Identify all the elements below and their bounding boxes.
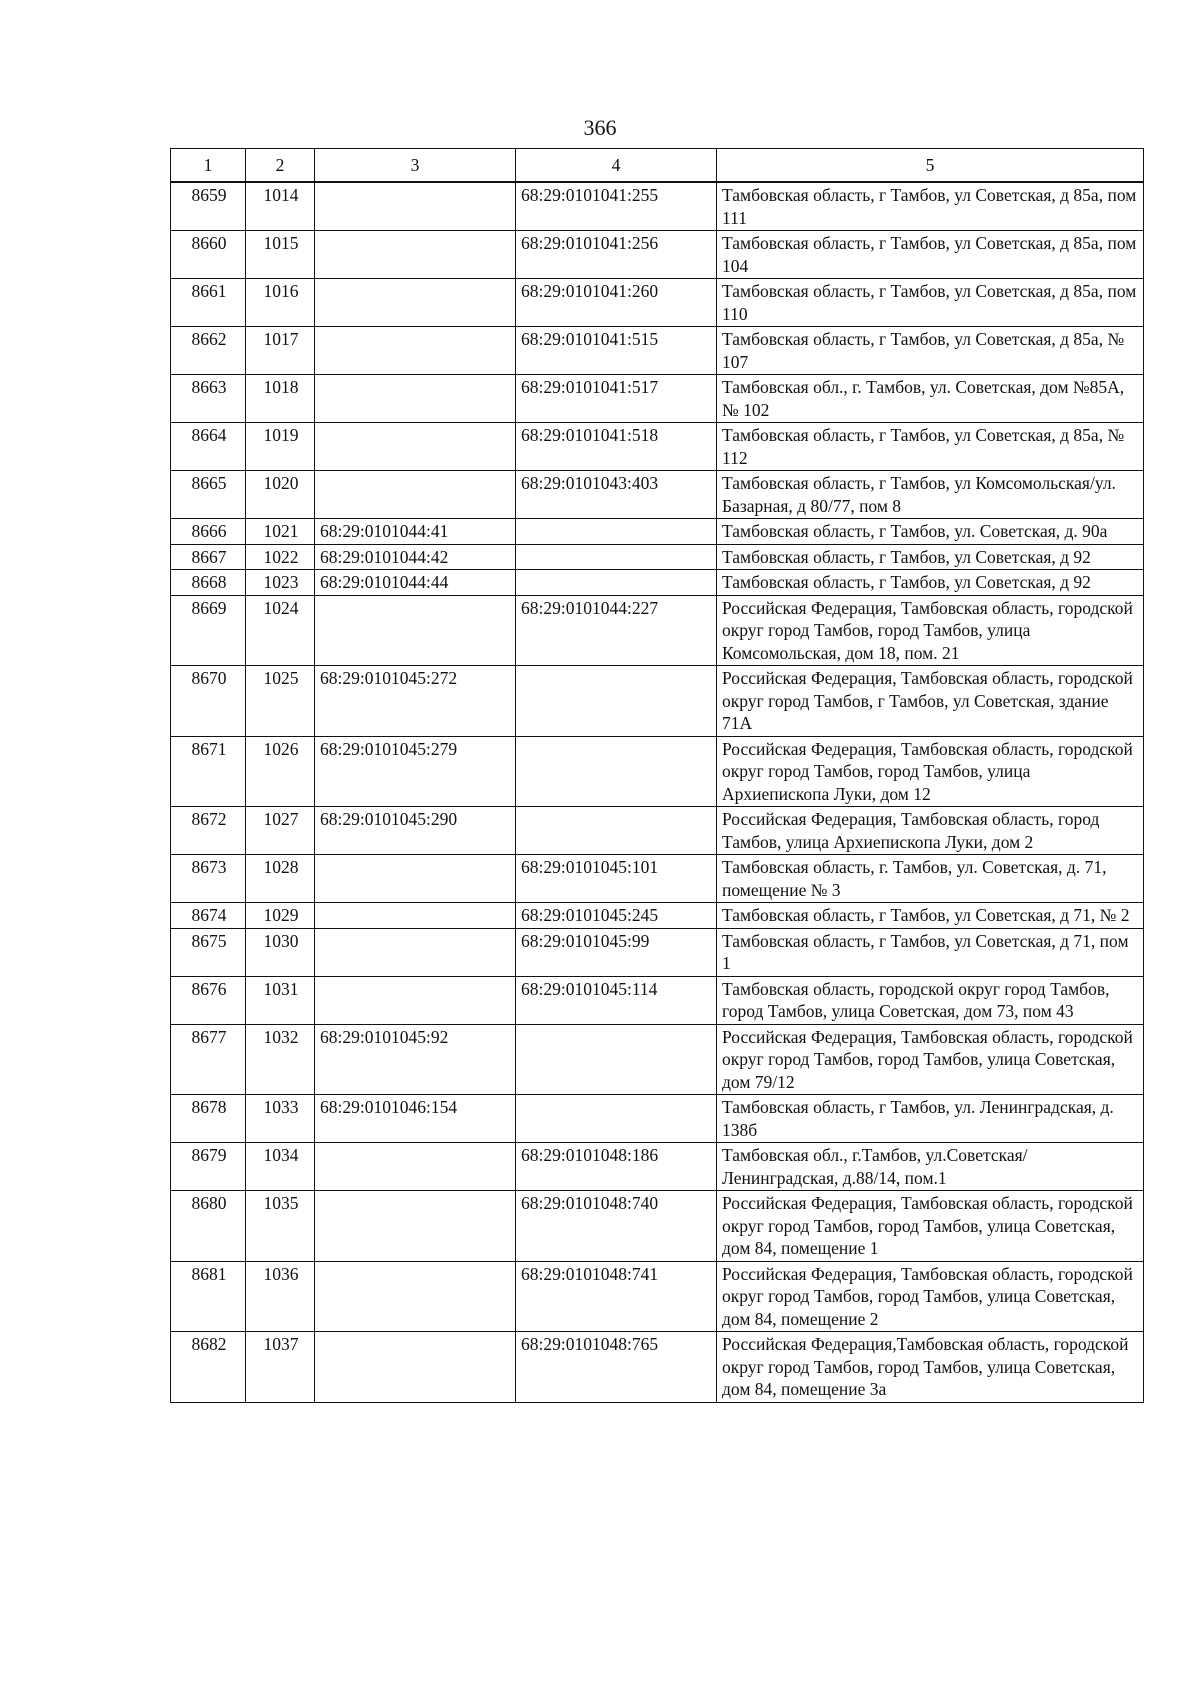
row-number-cell: 8677 <box>171 1024 246 1095</box>
table-row <box>171 375 1144 423</box>
land-cadastral-cell <box>315 595 516 666</box>
row-index-cell: 1025 <box>246 666 315 737</box>
column-header-2: 2 <box>246 149 315 183</box>
row-index-cell: 1024 <box>246 595 315 666</box>
registry-table <box>170 148 1144 1403</box>
row-number-cell: 8672 <box>171 807 246 855</box>
table-row <box>171 903 1144 929</box>
object-cadastral-cell <box>516 807 717 855</box>
address-cell: Тамбовская область, г Тамбов, ул Комсомольская/ул. Базарная, д 80/77, пом 8 <box>717 471 1144 519</box>
row-index-cell: 1014 <box>246 182 315 231</box>
land-cadastral-cell: 68:29:0101045:272 <box>315 666 516 737</box>
row-index-cell: 1034 <box>246 1143 315 1191</box>
address-cell: Тамбовская область, городской округ город Тамбов, город Тамбов, улица Советская, дом 73, пом 43 <box>717 976 1144 1024</box>
address-cell: Тамбовская область, г Тамбов, ул. Советская, д. 90а <box>717 519 1144 545</box>
object-cadastral-cell <box>516 1024 717 1095</box>
object-cadastral-cell: 68:29:0101041:518 <box>516 423 717 471</box>
row-index-cell: 1028 <box>246 855 315 903</box>
row-index-cell: 1033 <box>246 1095 315 1143</box>
page-number: 366 <box>583 115 617 140</box>
object-cadastral-cell: 68:29:0101045:245 <box>516 903 717 929</box>
table-row <box>171 1095 1144 1143</box>
row-number-cell: 8660 <box>171 231 246 279</box>
land-cadastral-cell: 68:29:0101044:41 <box>315 519 516 545</box>
row-index-cell: 1015 <box>246 231 315 279</box>
address-cell: Российская Федерация, Тамбовская область, городской округ город Тамбов, город Тамбов, улица Комсомольская, дом 18, пом. 21 <box>717 595 1144 666</box>
land-cadastral-cell <box>315 327 516 375</box>
object-cadastral-cell: 68:29:0101041:515 <box>516 327 717 375</box>
object-cadastral-cell: 68:29:0101041:256 <box>516 231 717 279</box>
row-number-cell: 8680 <box>171 1191 246 1262</box>
column-header-3: 3 <box>315 149 516 183</box>
row-number-cell: 8670 <box>171 666 246 737</box>
land-cadastral-cell: 68:29:0101046:154 <box>315 1095 516 1143</box>
row-index-cell: 1037 <box>246 1332 315 1403</box>
table-row <box>171 928 1144 976</box>
address-cell: Российская Федерация, Тамбовская область, городской округ город Тамбов, город Тамбов, улица Архиепископа Луки, дом 12 <box>717 736 1144 807</box>
object-cadastral-cell <box>516 736 717 807</box>
row-number-cell: 8673 <box>171 855 246 903</box>
address-cell: Тамбовская область, г Тамбов, ул Советская, д 71, № 2 <box>717 903 1144 929</box>
object-cadastral-cell <box>516 570 717 596</box>
row-number-cell: 8679 <box>171 1143 246 1191</box>
address-cell: Российская Федерация,Тамбовская область, городской округ город Тамбов, город Тамбов, улица Советская, дом 84, помещение 3а <box>717 1332 1144 1403</box>
row-index-cell: 1027 <box>246 807 315 855</box>
land-cadastral-cell: 68:29:0101045:92 <box>315 1024 516 1095</box>
row-number-cell: 8666 <box>171 519 246 545</box>
row-index-cell: 1019 <box>246 423 315 471</box>
land-cadastral-cell <box>315 1191 516 1262</box>
row-index-cell: 1029 <box>246 903 315 929</box>
object-cadastral-cell: 68:29:0101048:765 <box>516 1332 717 1403</box>
object-cadastral-cell: 68:29:0101041:517 <box>516 375 717 423</box>
table-row <box>171 471 1144 519</box>
table-row <box>171 279 1144 327</box>
address-cell: Тамбовская область, г Тамбов, ул Советская, д 92 <box>717 570 1144 596</box>
address-cell: Российская Федерация, Тамбовская область, городской округ город Тамбов, город Тамбов, улица Советская, дом 79/12 <box>717 1024 1144 1095</box>
row-index-cell: 1026 <box>246 736 315 807</box>
table-header-row <box>171 149 1144 183</box>
row-index-cell: 1018 <box>246 375 315 423</box>
object-cadastral-cell: 68:29:0101048:186 <box>516 1143 717 1191</box>
land-cadastral-cell <box>315 231 516 279</box>
row-index-cell: 1030 <box>246 928 315 976</box>
object-cadastral-cell: 68:29:0101045:114 <box>516 976 717 1024</box>
table-row <box>171 544 1144 570</box>
table-body <box>171 182 1144 1402</box>
object-cadastral-cell: 68:29:0101041:260 <box>516 279 717 327</box>
land-cadastral-cell <box>315 1143 516 1191</box>
address-cell: Тамбовская область, г Тамбов, ул Советская, д 85а, пом 110 <box>717 279 1144 327</box>
address-cell: Тамбовская область, г Тамбов, ул Советская, д 71, пом 1 <box>717 928 1144 976</box>
table-row <box>171 807 1144 855</box>
object-cadastral-cell <box>516 544 717 570</box>
table-row <box>171 327 1144 375</box>
address-cell: Тамбовская область, г Тамбов, ул Советская, д 85а, пом 111 <box>717 182 1144 231</box>
table-row <box>171 231 1144 279</box>
row-index-cell: 1022 <box>246 544 315 570</box>
address-cell: Российская Федерация, Тамбовская область, городской округ город Тамбов, город Тамбов, улица Советская, дом 84, помещение 2 <box>717 1261 1144 1332</box>
row-number-cell: 8669 <box>171 595 246 666</box>
row-index-cell: 1023 <box>246 570 315 596</box>
address-cell: Российская Федерация, Тамбовская область, городской округ город Тамбов, г Тамбов, ул Советская, здание 71А <box>717 666 1144 737</box>
column-header-1: 1 <box>171 149 246 183</box>
table-row <box>171 1332 1144 1403</box>
row-number-cell: 8681 <box>171 1261 246 1332</box>
address-cell: Тамбовская обл., г. Тамбов, ул. Советская, дом №85А, № 102 <box>717 375 1144 423</box>
row-number-cell: 8661 <box>171 279 246 327</box>
row-index-cell: 1017 <box>246 327 315 375</box>
row-index-cell: 1020 <box>246 471 315 519</box>
row-number-cell: 8671 <box>171 736 246 807</box>
row-index-cell: 1032 <box>246 1024 315 1095</box>
row-number-cell: 8662 <box>171 327 246 375</box>
column-header-5: 5 <box>717 149 1144 183</box>
object-cadastral-cell: 68:29:0101048:741 <box>516 1261 717 1332</box>
land-cadastral-cell: 68:29:0101045:279 <box>315 736 516 807</box>
row-number-cell: 8659 <box>171 182 246 231</box>
table-row <box>171 666 1144 737</box>
row-index-cell: 1031 <box>246 976 315 1024</box>
land-cadastral-cell: 68:29:0101045:290 <box>315 807 516 855</box>
land-cadastral-cell: 68:29:0101044:42 <box>315 544 516 570</box>
address-cell: Тамбовская область, г Тамбов, ул Советская, д 92 <box>717 544 1144 570</box>
object-cadastral-cell <box>516 519 717 545</box>
object-cadastral-cell: 68:29:0101041:255 <box>516 182 717 231</box>
land-cadastral-cell: 68:29:0101044:44 <box>315 570 516 596</box>
table-row <box>171 570 1144 596</box>
address-cell: Тамбовская обл., г.Тамбов, ул.Советская/Ленинградская, д.88/14, пом.1 <box>717 1143 1144 1191</box>
row-number-cell: 8664 <box>171 423 246 471</box>
address-cell: Российская Федерация, Тамбовская область, город Тамбов, улица Архиепископа Луки, дом 2 <box>717 807 1144 855</box>
column-header-4: 4 <box>516 149 717 183</box>
object-cadastral-cell: 68:29:0101048:740 <box>516 1191 717 1262</box>
table-row <box>171 519 1144 545</box>
land-cadastral-cell <box>315 928 516 976</box>
row-index-cell: 1016 <box>246 279 315 327</box>
object-cadastral-cell <box>516 666 717 737</box>
row-number-cell: 8665 <box>171 471 246 519</box>
land-cadastral-cell <box>315 976 516 1024</box>
land-cadastral-cell <box>315 375 516 423</box>
row-number-cell: 8675 <box>171 928 246 976</box>
row-index-cell: 1036 <box>246 1261 315 1332</box>
address-cell: Тамбовская область, г Тамбов, ул Советская, д 85а, пом 104 <box>717 231 1144 279</box>
land-cadastral-cell <box>315 1332 516 1403</box>
land-cadastral-cell <box>315 182 516 231</box>
row-index-cell: 1035 <box>246 1191 315 1262</box>
land-cadastral-cell <box>315 279 516 327</box>
row-index-cell: 1021 <box>246 519 315 545</box>
land-cadastral-cell <box>315 903 516 929</box>
object-cadastral-cell: 68:29:0101044:227 <box>516 595 717 666</box>
land-cadastral-cell <box>315 855 516 903</box>
row-number-cell: 8667 <box>171 544 246 570</box>
row-number-cell: 8682 <box>171 1332 246 1403</box>
table-row <box>171 976 1144 1024</box>
address-cell: Российская Федерация, Тамбовская область, городской округ город Тамбов, город Тамбов, улица Советская, дом 84, помещение 1 <box>717 1191 1144 1262</box>
table-row <box>171 595 1144 666</box>
row-number-cell: 8674 <box>171 903 246 929</box>
table-row <box>171 182 1144 231</box>
object-cadastral-cell: 68:29:0101045:99 <box>516 928 717 976</box>
object-cadastral-cell: 68:29:0101045:101 <box>516 855 717 903</box>
object-cadastral-cell: 68:29:0101043:403 <box>516 471 717 519</box>
table-row <box>171 855 1144 903</box>
row-number-cell: 8676 <box>171 976 246 1024</box>
table-row <box>171 1261 1144 1332</box>
address-cell: Тамбовская область, г. Тамбов, ул. Советская, д. 71, помещение № 3 <box>717 855 1144 903</box>
land-cadastral-cell <box>315 471 516 519</box>
table-row <box>171 1191 1144 1262</box>
land-cadastral-cell <box>315 1261 516 1332</box>
address-cell: Тамбовская область, г Тамбов, ул Советская, д 85а, № 112 <box>717 423 1144 471</box>
row-number-cell: 8663 <box>171 375 246 423</box>
table-row <box>171 736 1144 807</box>
table-row <box>171 423 1144 471</box>
row-number-cell: 8678 <box>171 1095 246 1143</box>
land-cadastral-cell <box>315 423 516 471</box>
object-cadastral-cell <box>516 1095 717 1143</box>
table-row <box>171 1143 1144 1191</box>
row-number-cell: 8668 <box>171 570 246 596</box>
table-row <box>171 1024 1144 1095</box>
address-cell: Тамбовская область, г Тамбов, ул Советская, д 85а, № 107 <box>717 327 1144 375</box>
address-cell: Тамбовская область, г Тамбов, ул. Ленинградская, д. 138б <box>717 1095 1144 1143</box>
